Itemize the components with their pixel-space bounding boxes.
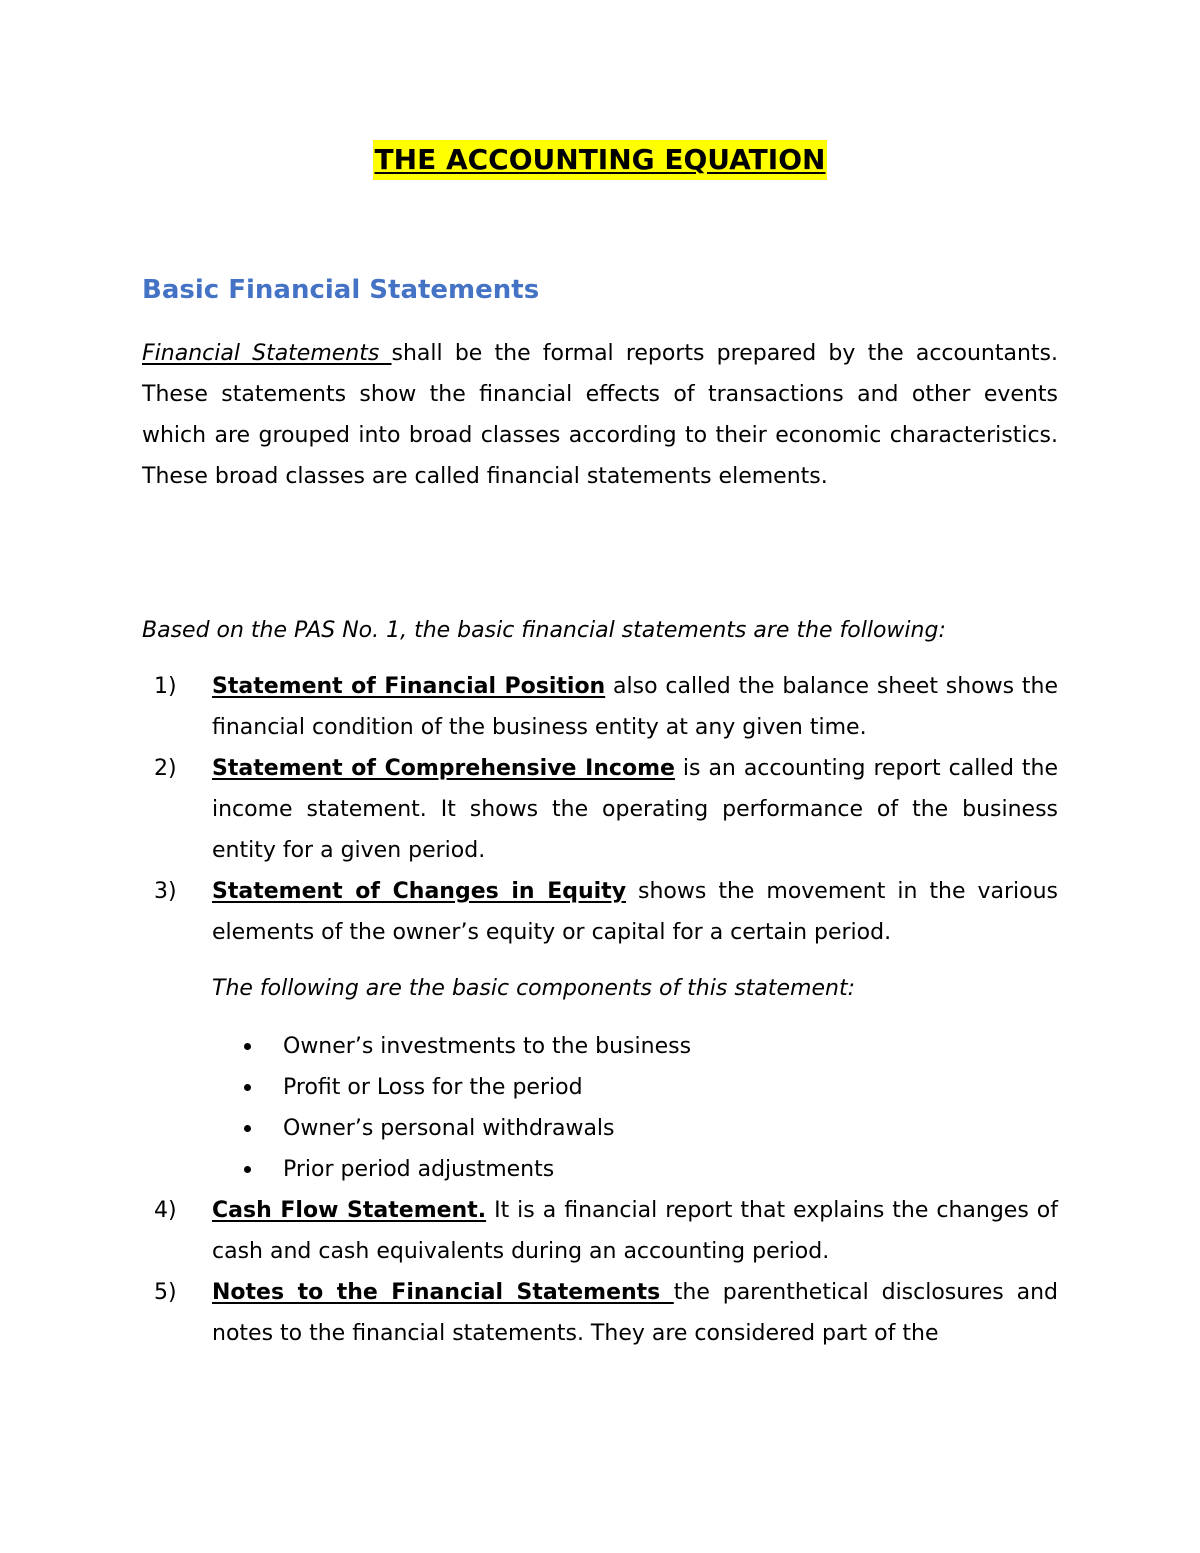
statement-description: the parenthetical disclosures and notes to the financial statements. They are considered part of the [212,1280,1058,1346]
statement-name: Notes to the Financial Statements [212,1280,674,1305]
item-number: 1) [154,674,177,699]
list-item [244,1149,1058,1190]
list-item [244,1108,1058,1149]
statement-item-2 [154,748,1058,871]
bullet-icon [244,1043,251,1050]
list-intro: Based on the PAS No. 1, the basic financial statements are the following: [142,618,946,643]
item-number: 2) [154,756,177,781]
bullet-icon [244,1084,251,1091]
item-number: 4) [154,1198,177,1223]
component-text: Prior period adjustments [283,1157,555,1182]
components-intro: The following are the basic components of this statement: [212,976,855,1001]
statement-name: Cash Flow Statement. [212,1198,487,1223]
bullet-icon [244,1166,251,1173]
list-item [244,1026,1058,1067]
title-container [0,140,1200,180]
statement-description: shows the movement in the various elements of the owner’s equity or capital for a certain period. [212,879,1058,945]
statement-item-4 [154,1190,1058,1272]
definition-text: shall be the formal reports prepared by the accountants. These statements show the financial effects of transactions and other events which are grouped into broad classes according to their economic characteristics. These broad classes are called financial statements elements. [142,341,1059,489]
item-number: 5) [154,1280,177,1305]
list-item [244,1067,1058,1108]
bullet-icon [244,1125,251,1132]
statement-name: Statement of Changes in Equity [212,879,627,904]
statement-description: It is a financial report that explains the changes of cash and cash equivalents during an accounting period. [212,1198,1058,1264]
statement-description: also called the balance sheet shows the financial condition of the business entity at any given time. [212,674,1058,740]
definition-paragraph [142,333,1058,497]
components-list [244,1026,1058,1190]
component-text: Owner’s personal withdrawals [283,1116,615,1141]
section-heading: Basic Financial Statements [142,275,540,305]
statement-item-5 [154,1272,1058,1354]
statement-item-1 [154,666,1058,748]
statement-description: is an accounting report called the income statement. It shows the operating performance of the business entity for a given period. [212,756,1058,863]
component-text: Owner’s investments to the business [283,1034,692,1059]
component-text: Profit or Loss for the period [283,1075,583,1100]
statement-name: Statement of Financial Position [212,674,606,699]
document-title: THE ACCOUNTING EQUATION [373,140,828,180]
statement-name: Statement of Comprehensive Income [212,756,675,781]
item-number: 3) [154,879,177,904]
definition-term: Financial Statements [142,341,392,366]
statement-item-3 [154,871,1058,953]
